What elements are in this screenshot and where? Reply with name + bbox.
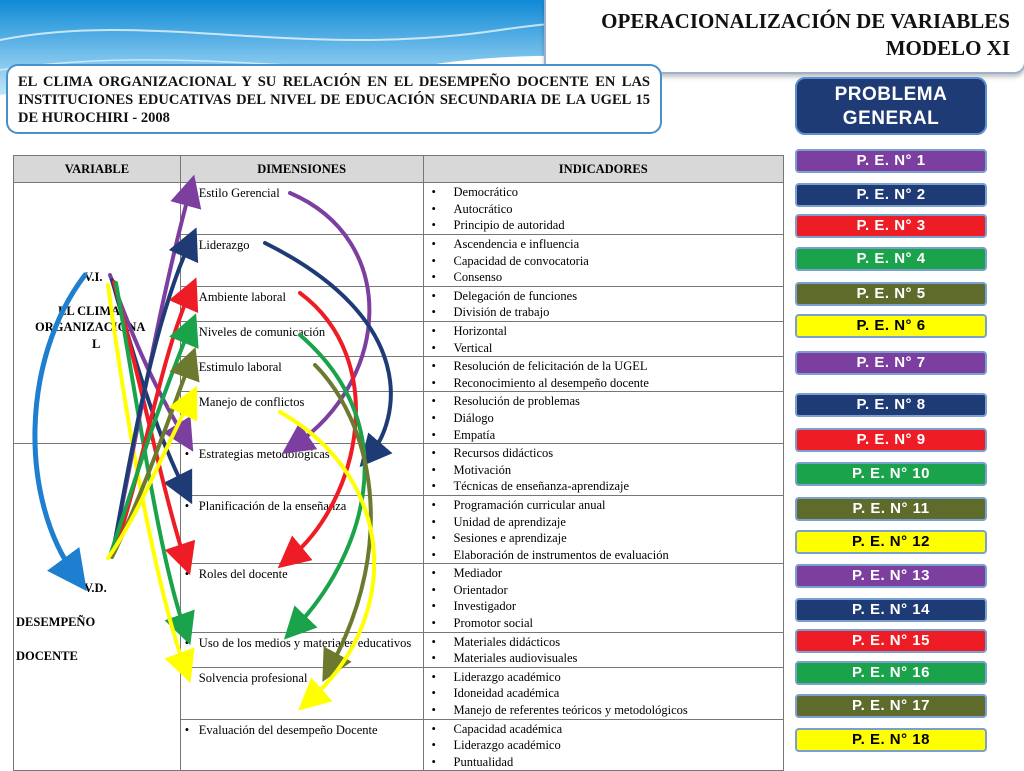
header-variable: VARIABLE [14,156,181,183]
indicators-cell [423,564,784,632]
pe-button-14[interactable]: P. E. N° 14 [795,598,987,622]
indicator-item: • Liderazgo académico [428,737,780,754]
indicator-item: • Materiales didácticos [428,634,780,651]
indicator-item: • Capacidad académica [428,721,780,738]
problema-general-line-2: GENERAL [842,108,940,129]
pe-button-8[interactable]: P. E. N° 8 [795,393,987,417]
indicator-item: • Empatía [428,427,780,444]
indicators-cell [423,444,784,496]
dimension-label: Estrategias metodológicas [198,447,330,462]
indicator-item: • Reconocimiento al desempeño docente [428,375,780,392]
indicators-cell [423,183,784,235]
pe-button-5[interactable]: P. E. N° 5 [795,282,987,306]
indicator-item: • Mediador [428,565,780,582]
header-dimensions: DIMENSIONES [180,156,423,183]
indicator-item: • Puntualidad [428,754,780,771]
dimension-label: Niveles de comunicación [198,324,326,339]
vi-line-4: L [92,337,101,351]
operationalization-table [13,155,784,771]
header-indicators: INDICADORES [423,156,784,183]
indicator-item: • Unidad de aprendizaje [428,514,780,531]
pe-button-11[interactable]: P. E. N° 11 [795,497,987,521]
indicators-cell [423,719,784,771]
variable-dependent-cell [14,444,181,771]
indicator-item: • Orientador [428,582,780,599]
indicator-item: • Resolución de felicitación de la UGEL [428,358,780,375]
table-row [14,183,784,235]
indicator-item: • Resolución de problemas [428,393,780,410]
pe-button-10[interactable]: P. E. N° 10 [795,462,987,486]
pe-button-4[interactable]: P. E. N° 4 [795,247,987,271]
indicators-cell [423,235,784,287]
pe-button-17[interactable]: P. E. N° 17 [795,694,987,718]
indicator-item: • Materiales audiovisuales [428,650,780,667]
problema-general-line-1: PROBLEMA [834,84,948,105]
indicator-item: • Diálogo [428,410,780,427]
indicator-item: • Liderazgo académico [428,669,780,686]
pe-button-6[interactable]: P. E. N° 6 [795,314,987,338]
indicator-item: • Principio de autoridad [428,217,780,234]
indicator-item: • Ascendencia e influencia [428,236,780,253]
dimension-label: Roles del docente [198,567,288,582]
table-row [14,444,784,496]
pe-button-12[interactable]: P. E. N° 12 [795,530,987,554]
indicator-item: • Investigador [428,598,780,615]
vd-line-3: DOCENTE [16,649,78,664]
dimension-cell: • Solvencia profesional [180,667,423,719]
indicators-cell [423,667,784,719]
dimension-label: Estilo Gerencial [198,186,280,200]
vi-line-3: ORGANIZACIONA [35,320,146,334]
indicators-cell [423,392,784,444]
dimension-label: Evaluación del desempeño Docente [198,722,378,737]
vi-line-2: EL CLIMA [58,304,121,318]
research-subject: EL CLIMA ORGANIZACIONAL Y SU RELACIÓN EN EL DESEMPEÑO DOCENTE EN LAS INSTITUCIONES EDUCATIVAS DEL NIVEL DE EDUCACIÓN SECUNDARIA DE LA UGEL 15 DE HUROCHIRI - 2008 [6,64,662,134]
pe-button-1[interactable]: P. E. N° 1 [795,149,987,173]
dimension-label: Manejo de conflictos [198,395,305,410]
dimension-cell: • Niveles de comunicación [180,321,423,356]
dimension-label: Uso de los medios y materiales educativos [198,635,412,650]
vd-label: V.D. [84,581,107,596]
dimension-cell: • Roles del docente [180,564,423,632]
indicator-item: • Motivación [428,462,780,479]
indicator-item: • División de trabajo [428,304,780,321]
indicator-item: • Promotor social [428,615,780,632]
pe-button-2[interactable]: P. E. N° 2 [795,183,987,207]
dimension-cell: • Uso de los medios y materiales educativos [180,632,423,667]
pe-button-18[interactable]: P. E. N° 18 [795,728,987,752]
indicators-cell [423,286,784,321]
indicators-cell [423,632,784,667]
vi-label: V.I. [84,270,103,284]
pe-button-3[interactable]: P. E. N° 3 [795,214,987,238]
pe-button-13[interactable]: P. E. N° 13 [795,564,987,588]
dimension-label: Ambiente laboral [198,289,286,304]
indicator-item: • Democrático [428,184,780,201]
title-line-1: OPERACIONALIZACIÓN DE VARIABLES [601,9,1010,33]
dimension-label: Planificación de la enseñanza [198,498,347,513]
title-box [544,0,1024,74]
problema-general-button[interactable] [795,77,987,135]
dimension-label: Liderazgo [198,238,250,252]
dimension-cell: • Planificación de la enseñanza [180,495,423,563]
dimension-label: Solvencia profesional [198,670,308,685]
indicator-item: • Recursos didácticos [428,445,780,462]
indicators-cell [423,321,784,356]
dimension-cell: • Ambiente laboral [180,286,423,321]
table-header-row [14,156,784,183]
dimension-cell: • Evaluación del desempeño Docente [180,719,423,771]
dimension-cell: • Estrategias metodológicas [180,444,423,496]
indicator-item: • Autocrático [428,201,780,218]
dimension-cell: • Estimulo laboral [180,357,423,392]
pe-button-15[interactable]: P. E. N° 15 [795,629,987,653]
indicator-item: • Sesiones e aprendizaje [428,530,780,547]
indicator-item: • Capacidad de convocatoria [428,253,780,270]
indicator-item: • Vertical [428,340,780,357]
dimension-cell: • Manejo de conflictos [180,392,423,444]
pe-button-7[interactable]: P. E. N° 7 [795,351,987,375]
indicators-cell [423,357,784,392]
indicator-item: • Consenso [428,269,780,286]
indicator-item: • Delegación de funciones [428,288,780,305]
indicator-item: • Manejo de referentes teóricos y metodológicos [428,702,780,719]
indicator-item: • Técnicas de enseñanza-aprendizaje [428,478,780,495]
vd-line-2: DESEMPEÑO [16,615,96,630]
pe-button-9[interactable]: P. E. N° 9 [795,428,987,452]
title-line-2: MODELO XI [885,36,1010,60]
pe-button-16[interactable]: P. E. N° 16 [795,661,987,685]
dimension-cell: • Liderazgo [180,235,423,287]
variable-independent-cell [14,183,181,444]
indicator-item: • Elaboración de instrumentos de evaluación [428,547,780,564]
dimension-label: Estimulo laboral [198,360,282,375]
indicator-item: • Idoneidad académica [428,685,780,702]
indicator-item: • Horizontal [428,323,780,340]
indicators-cell [423,495,784,563]
dimension-cell: • Estilo Gerencial [180,183,423,235]
indicator-item: • Programación curricular anual [428,497,780,514]
